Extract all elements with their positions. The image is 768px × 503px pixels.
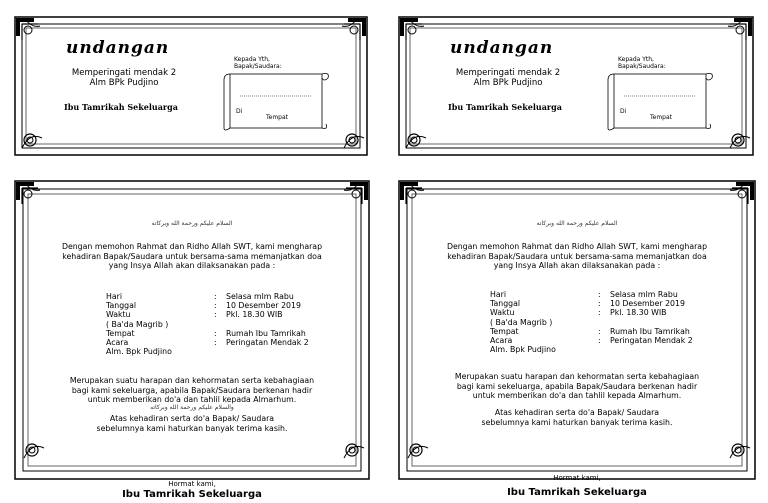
commemoration-text: Memperingati mendak 2 Alm BPk Pudjino <box>71 68 177 88</box>
detail-label: Acara <box>490 336 513 346</box>
detail-row <box>490 290 710 299</box>
invitation-card-left <box>14 16 368 156</box>
invitation-title: undangan <box>450 38 554 58</box>
tempat-label: Tempat <box>650 114 673 121</box>
closing-paragraph: Merupakan suatu harapan dan kehormatan serta kebahagiaan bagi kami sekeluarga, apabila Bapak/Saudara berkenan hadir untuk memberikan do'a dan tahlil kepada Almarhum. <box>69 376 315 404</box>
detail-value: Selasa mlm Rabu <box>226 292 294 301</box>
detail-row <box>106 320 326 329</box>
scroll-banner <box>604 70 716 132</box>
salam-arabic: السلام عليكم ورحمة الله وبركاته <box>151 220 233 227</box>
detail-sep: : <box>214 310 217 320</box>
family-name: Ibu Tamrikah Sekeluarga <box>448 102 562 112</box>
detail-value <box>610 318 710 327</box>
detail-row <box>490 336 710 345</box>
detail-row <box>490 318 710 327</box>
recipient-label: Kepada Yth, Bapak/Saudara: <box>234 56 282 70</box>
detail-value: 10 Desember 2019 <box>226 301 301 311</box>
detail-row <box>106 292 326 301</box>
detail-sep: : <box>214 292 217 301</box>
detail-value: Rumah Ibu Tamrikah <box>610 326 690 336</box>
detail-label: Tempat <box>106 328 135 338</box>
signature-family-right: Ibu Tamrikah Sekeluarga <box>507 487 647 498</box>
detail-value <box>226 347 326 356</box>
thanks-paragraph: Atas kehadiran serta do'a Bapak/ Saudara sebelumnya kami haturkan banyak terima kasih. <box>481 408 673 427</box>
detail-value: Selasa mlm Rabu <box>610 290 678 299</box>
detail-row <box>490 345 710 354</box>
detail-value: Rumah Ibu Tamrikah <box>226 328 306 338</box>
invitation-card-right <box>398 16 754 156</box>
detail-sep: : <box>214 338 217 348</box>
hormat-text-right: Hormat kami, <box>553 474 601 482</box>
commemoration-text: Memperingati mendak 2 Alm BPk Pudjino <box>455 68 561 88</box>
detail-label: Waktu <box>490 308 515 318</box>
detail-row <box>106 347 326 356</box>
detail-row <box>106 301 326 310</box>
detail-sep: : <box>214 301 217 311</box>
family-name: Ibu Tamrikah Sekeluarga <box>64 102 178 112</box>
detail-row <box>106 329 326 338</box>
detail-label: Waktu <box>106 310 131 320</box>
detail-sep: : <box>598 326 601 336</box>
recipient-label: Kepada Yth, Bapak/Saudara: <box>618 56 666 70</box>
detail-label: ( Ba'da Magrib ) <box>106 319 169 329</box>
signature-family-left: Ibu Tamrikah Sekeluarga <box>122 489 262 500</box>
detail-row <box>490 308 710 317</box>
detail-sep: : <box>214 328 217 338</box>
detail-sep <box>598 345 610 354</box>
tempat-label: Tempat <box>266 114 289 121</box>
detail-value: Peringatan Mendak 2 <box>226 338 309 348</box>
detail-value: 10 Desember 2019 <box>610 299 685 309</box>
detail-value: Pkl. 18.30 WIB <box>226 310 283 320</box>
closing-paragraph: Merupakan suatu harapan dan kehormatan serta kebahagiaan bagi kami sekeluarga, apabila Bapak/Saudara berkenan hadir untuk memberikan do'a dan tahlil kepada Almarhum. <box>454 372 700 400</box>
detail-sep <box>598 318 610 327</box>
detail-sep: : <box>598 299 601 309</box>
thanks-paragraph: Atas kehadiran serta do'a Bapak/ Saudara sebelumnya kami haturkan banyak terima kasih. <box>96 414 288 433</box>
detail-sep: : <box>598 308 601 318</box>
detail-label: Tempat <box>490 326 519 336</box>
letter-card-right <box>398 180 756 480</box>
scroll-banner <box>220 70 332 132</box>
di-label: Di <box>620 108 627 115</box>
detail-value <box>226 320 326 329</box>
event-details <box>490 290 710 354</box>
detail-label: Alm. Bpk Pudjino <box>106 347 172 357</box>
detail-label: Tanggal <box>490 299 521 309</box>
detail-sep: : <box>598 290 601 299</box>
detail-row <box>106 310 326 319</box>
detail-value: Peringatan Mendak 2 <box>610 336 693 346</box>
hormat-text: Hormat kami, <box>168 480 216 488</box>
detail-row <box>490 299 710 308</box>
detail-value <box>610 345 710 354</box>
detail-sep <box>214 320 226 329</box>
opening-paragraph: Dengan memohon Rahmat dan Ridho Allah SWT, kami mengharap kehadiran Bapak/Saudara untuk bersama-sama memanjatkan doa yang Insya Allah akan dilaksanakan pada : <box>61 242 323 270</box>
detail-row <box>490 327 710 336</box>
detail-label: Acara <box>106 338 129 348</box>
closing-arabic: والسلام عليكم ورحمة الله وبركاته <box>150 404 234 411</box>
di-label: Di <box>236 108 243 115</box>
detail-label: ( Ba'da Magrib ) <box>490 317 553 327</box>
event-details <box>106 292 326 356</box>
letter-card-left <box>14 180 370 488</box>
detail-label: Hari <box>106 292 123 301</box>
detail-label: Alm. Bpk Pudjino <box>490 345 556 355</box>
detail-label: Hari <box>490 290 507 299</box>
detail-sep: : <box>598 336 601 346</box>
invitation-title: undangan <box>66 38 170 58</box>
detail-label: Tanggal <box>106 301 137 311</box>
detail-sep <box>214 347 226 356</box>
detail-row <box>106 338 326 347</box>
salam-arabic: السلام عليكم ورحمة الله وبركاته <box>536 220 618 227</box>
opening-paragraph: Dengan memohon Rahmat dan Ridho Allah SWT, kami mengharap kehadiran Bapak/Saudara untuk bersama-sama memanjatkan doa yang Insya Allah akan dilaksanakan pada : <box>446 242 708 270</box>
detail-value: Pkl. 18.30 WIB <box>610 308 667 318</box>
